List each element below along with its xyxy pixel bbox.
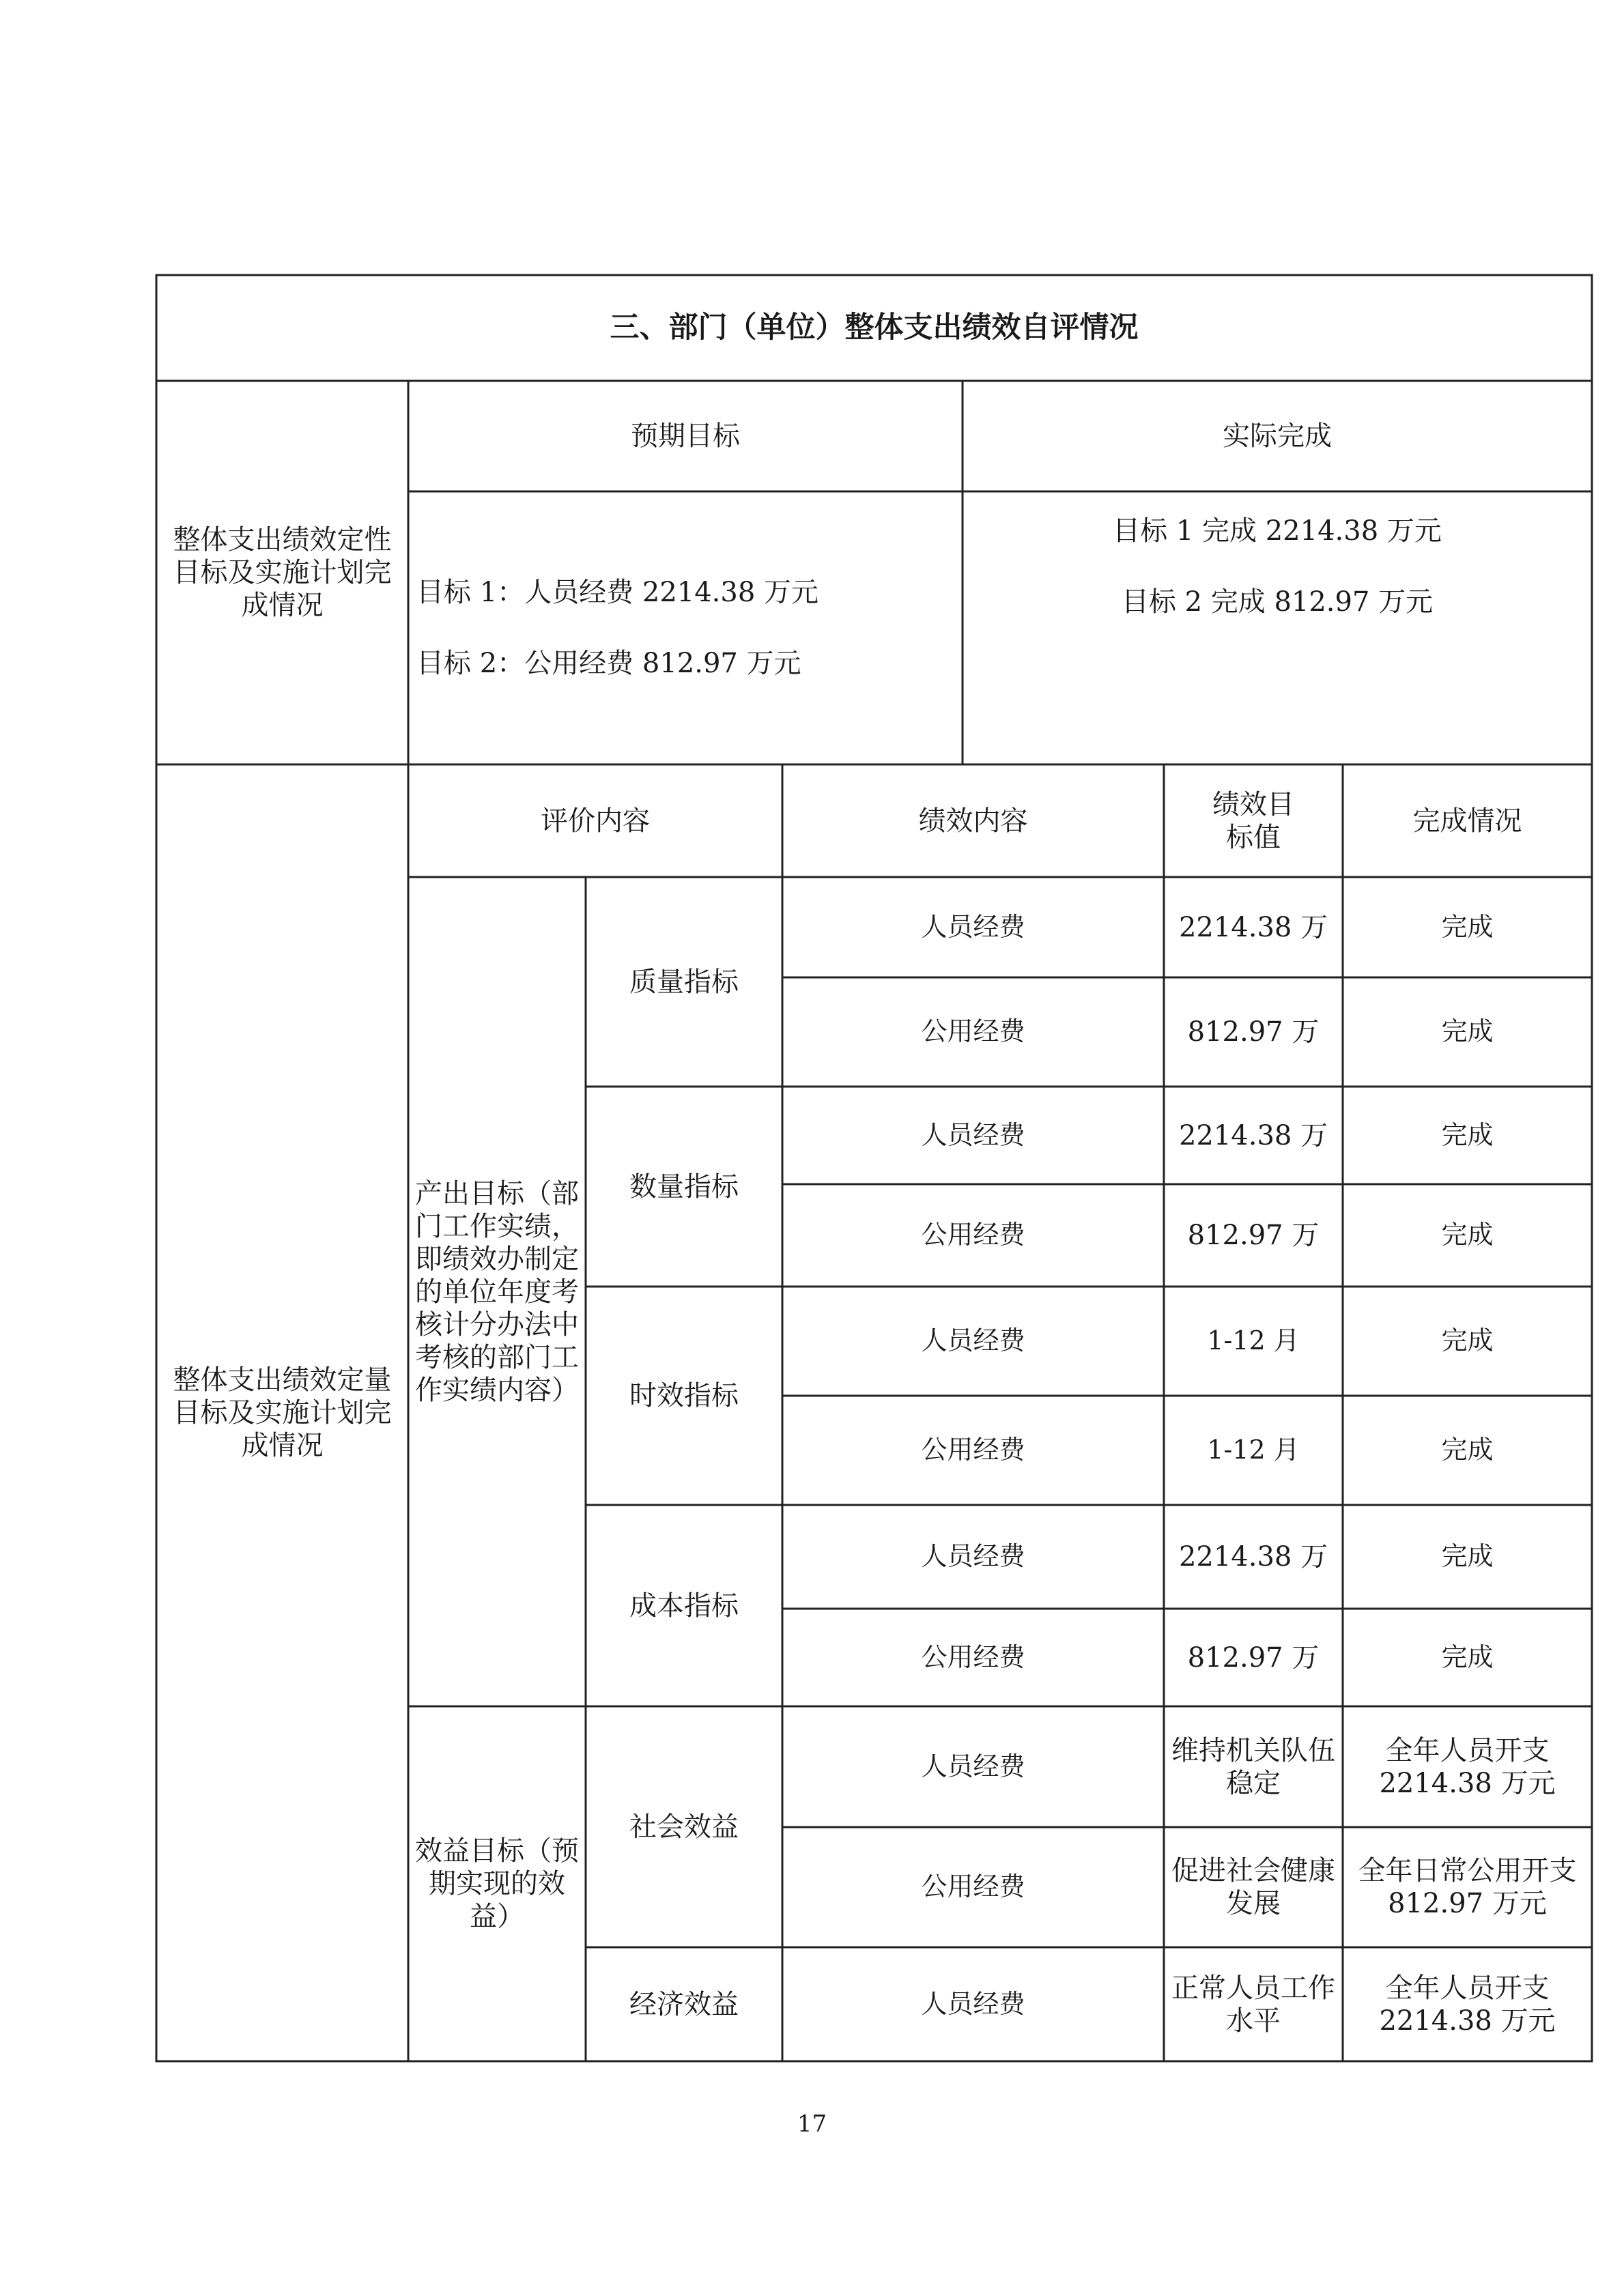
expected-goal-1: 目标 1：人员经费 2214.38 万元 — [416, 577, 819, 608]
table-row-item: 人员经费 — [921, 1988, 1025, 2019]
table-row-target: 维持机关队伍稳定 — [1171, 1734, 1335, 1799]
table-row-item: 人员经费 — [921, 1751, 1025, 1781]
table-row-item: 公用经费 — [921, 1871, 1025, 1902]
table-row-target: 812.97 万 — [1187, 1220, 1320, 1251]
output-goal: 产出目标（部门工作实绩，即绩效办制定的单位年度考核计分办法中考核的部门工作实绩内容） — [415, 1177, 579, 1406]
header-content: 评价内容 — [541, 805, 650, 837]
actual-goal-2: 目标 2 完成 812.97 万元 — [1121, 586, 1434, 618]
indicator-timeliness: 时效指标 — [629, 1380, 739, 1411]
table-row-status: 完成 — [1441, 1016, 1494, 1047]
indicator-quantity: 数量指标 — [629, 1171, 739, 1203]
table-row-status: 完成 — [1441, 1325, 1494, 1356]
actual-goal-1: 目标 1 完成 2214.38 万元 — [1113, 515, 1442, 547]
actual-goals — [963, 491, 1592, 764]
table-row-status: 全年人员开支 2214.38 万元 — [1379, 1972, 1556, 2037]
table-row-item: 人员经费 — [921, 1119, 1025, 1150]
indicator-social-benefit: 社会效益 — [629, 1811, 739, 1843]
table-row-target: 2214.38 万 — [1178, 911, 1328, 943]
expected-goals — [408, 491, 963, 764]
benefit-goal: 效益目标（预期实现的效益） — [415, 1835, 579, 1932]
table-row-item: 人员经费 — [921, 911, 1025, 942]
indicator-cost: 成本指标 — [629, 1590, 739, 1622]
header-status: 完成情况 — [1412, 805, 1522, 837]
table-row-status: 完成 — [1441, 1220, 1494, 1250]
table-row-target: 1-12 月 — [1207, 1435, 1300, 1465]
table-row-target: 1-12 月 — [1207, 1325, 1300, 1356]
section-title: 三、部门（单位）整体支出绩效自评情况 — [610, 310, 1139, 345]
header-performance: 绩效内容 — [918, 805, 1028, 837]
table-row-target: 2214.38 万 — [1178, 1119, 1328, 1151]
table-row-item: 公用经费 — [921, 1016, 1025, 1047]
actual-header: 实际完成 — [1223, 420, 1332, 452]
indicator-quality: 质量指标 — [629, 966, 739, 998]
table-row-status: 全年日常公用开支 812.97 万元 — [1358, 1855, 1577, 1919]
expected-goal-2: 目标 2：公用经费 812.97 万元 — [416, 648, 801, 679]
table-row-target: 812.97 万 — [1187, 1641, 1320, 1674]
table-row-target: 促进社会健康发展 — [1171, 1855, 1335, 1919]
table-row-status: 全年人员开支 2214.38 万元 — [1379, 1734, 1556, 1799]
table-row-status: 完成 — [1441, 1641, 1494, 1672]
header-target: 绩效目标值 — [1212, 788, 1294, 853]
indicator-economic-benefit: 经济效益 — [629, 1988, 739, 2020]
table-row-item: 公用经费 — [921, 1641, 1025, 1672]
table-row-target: 2214.38 万 — [1178, 1541, 1328, 1573]
table-row-status: 完成 — [1441, 911, 1494, 942]
table-row-status: 完成 — [1441, 1541, 1494, 1572]
qualitative-row-label: 整体支出绩效定性目标及实施计划完成情况 — [173, 524, 392, 621]
table-row-item: 公用经费 — [921, 1220, 1025, 1250]
table-row-item: 人员经费 — [921, 1541, 1025, 1572]
expected-header: 预期目标 — [631, 420, 740, 452]
table-row-status: 完成 — [1441, 1435, 1494, 1465]
table-row-target: 812.97 万 — [1187, 1016, 1320, 1048]
table-row-target: 正常人员工作水平 — [1171, 1972, 1335, 2037]
table-row-item: 人员经费 — [921, 1325, 1025, 1356]
table-row-item: 公用经费 — [921, 1435, 1025, 1465]
table-row-status: 完成 — [1441, 1119, 1494, 1150]
page-number: 17 — [797, 2110, 827, 2138]
quantitative-row-label: 整体支出绩效定量目标及实施计划完成情况 — [173, 1364, 392, 1461]
